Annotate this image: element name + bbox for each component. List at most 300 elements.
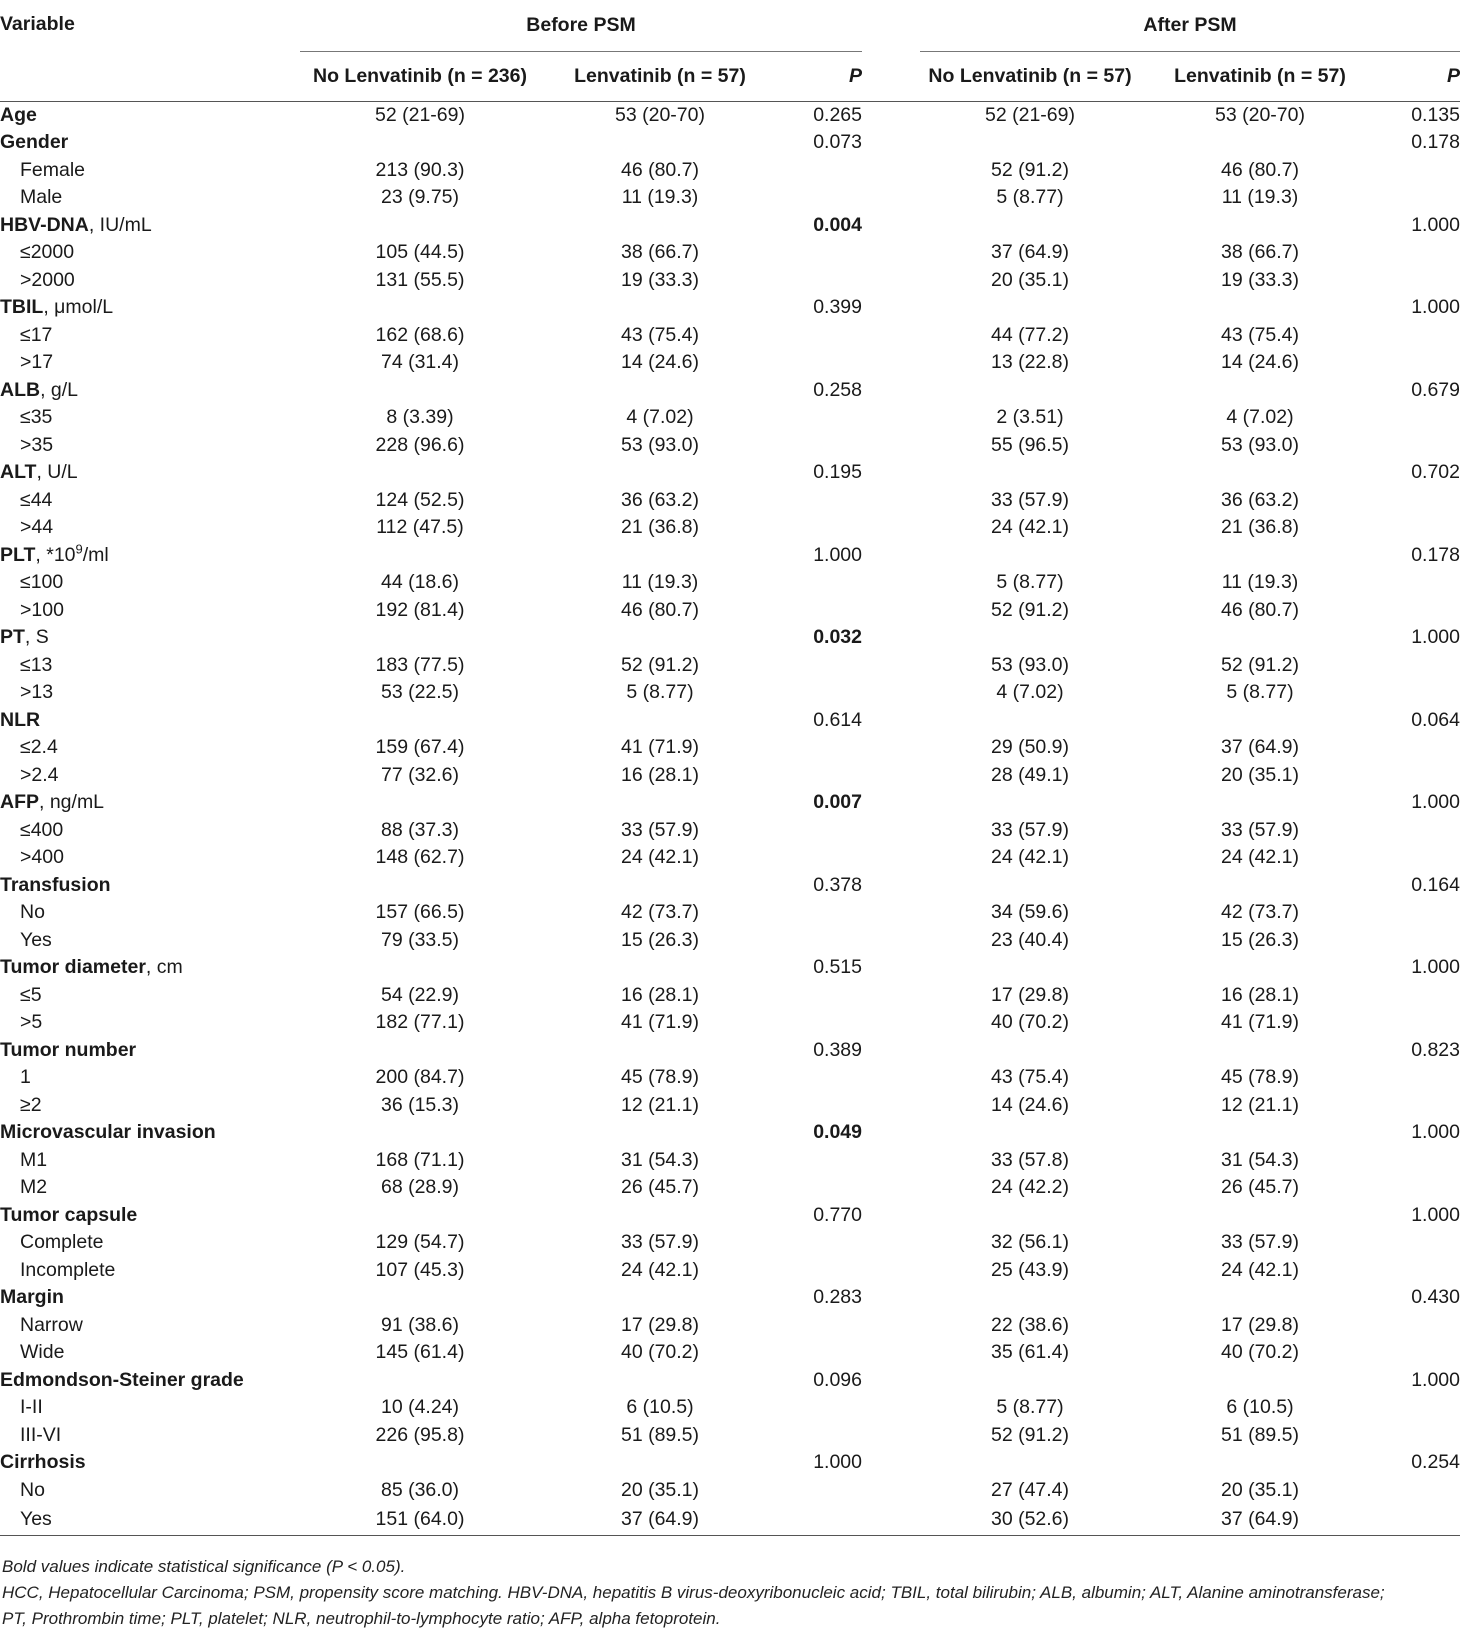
cell-p-after — [1380, 514, 1460, 542]
cell-lenvatinib-before: 37 (64.9) — [540, 1504, 780, 1535]
cell-lenvatinib-before — [540, 542, 780, 570]
col-no-lenvatinib-before: No Lenvatinib (n = 236) — [313, 64, 527, 87]
row-sublabel: ≤35 — [20, 406, 53, 428]
row-variable-label: ALB, g/L — [0, 378, 79, 401]
cell-p-before: 0.004 — [813, 213, 862, 236]
cell-no-lenvatinib-after: 27 (47.4) — [990, 1478, 1070, 1501]
cell-no-lenvatinib-after: 24 (42.1) — [990, 846, 1070, 868]
table-row — [0, 514, 1460, 542]
cell-p-after: 0.679 — [1411, 378, 1460, 401]
cell-p-before — [780, 404, 862, 432]
row-sublabel: Narrow — [20, 1313, 83, 1336]
cell-lenvatinib-before: 33 (57.9) — [620, 818, 700, 841]
row-sublabel: 1 — [20, 1066, 31, 1088]
cell-p-before: 1.000 — [813, 543, 862, 566]
cell-p-before — [780, 157, 862, 185]
cell-no-lenvatinib-after: 5 (8.77) — [996, 1396, 1064, 1418]
cell-no-lenvatinib-after — [920, 294, 1140, 322]
cell-lenvatinib-before: 11 (19.3) — [621, 571, 699, 593]
cell-p-before: 0.007 — [813, 791, 862, 813]
cell-p-after: 1.000 — [1411, 791, 1460, 813]
cell-p-after — [1380, 927, 1460, 955]
footnote-abbreviations-2: PT, Prothrombin time; PLT, platelet; NLR, neutrophil-to-lymphocyte ratio; AFP, alpha fetoprotein. — [2, 1609, 721, 1628]
cell-no-lenvatinib-after: 52 (91.2) — [990, 1423, 1070, 1446]
cell-lenvatinib-after — [1140, 707, 1380, 735]
cell-p-before — [780, 239, 862, 267]
cell-lenvatinib-before: 16 (28.1) — [620, 983, 700, 1006]
cell-lenvatinib-before — [540, 872, 780, 900]
row-sublabel: ≤100 — [20, 571, 64, 593]
cell-no-lenvatinib-before: 129 (54.7) — [375, 1231, 465, 1253]
cell-no-lenvatinib-before — [300, 1202, 540, 1230]
cell-no-lenvatinib-after: 30 (52.6) — [920, 1504, 1140, 1535]
cell-p-after — [1380, 1147, 1460, 1175]
cell-no-lenvatinib-before: 23 (9.75) — [380, 186, 460, 208]
cell-lenvatinib-after: 40 (70.2) — [1220, 1341, 1300, 1363]
cell-lenvatinib-before: 41 (71.9) — [620, 736, 700, 758]
row-sublabel: >35 — [20, 433, 54, 456]
cell-p-before — [780, 432, 862, 460]
cell-p-before — [780, 982, 862, 1010]
cell-lenvatinib-after — [1140, 129, 1380, 157]
cell-no-lenvatinib-after: 13 (22.8) — [990, 351, 1070, 373]
cell-no-lenvatinib-after: 40 (70.2) — [990, 1011, 1070, 1033]
table-row — [0, 1229, 1460, 1257]
cell-lenvatinib-before: 16 (28.1) — [620, 763, 700, 786]
cell-lenvatinib-after: 46 (80.7) — [1220, 598, 1300, 621]
cell-no-lenvatinib-before: 145 (61.4) — [375, 1341, 465, 1363]
table-row — [0, 789, 1460, 817]
cell-lenvatinib-before: 33 (57.9) — [620, 1231, 700, 1253]
cell-lenvatinib-after: 53 (93.0) — [1220, 433, 1300, 456]
cell-p-before — [780, 762, 862, 790]
cell-no-lenvatinib-before: 88 (37.3) — [380, 818, 460, 841]
table-row — [0, 129, 1460, 157]
row-sublabel: >5 — [20, 1011, 43, 1033]
cell-p-before — [780, 1092, 862, 1120]
cell-no-lenvatinib-after: 32 (56.1) — [990, 1231, 1070, 1253]
row-variable-label: Gender — [0, 131, 69, 153]
cell-no-lenvatinib-before: 162 (68.6) — [375, 323, 465, 346]
row-sublabel: Complete — [20, 1231, 104, 1253]
cell-no-lenvatinib-before: 168 (71.1) — [375, 1148, 465, 1171]
cell-no-lenvatinib-before: 183 (77.5) — [375, 653, 465, 676]
cell-p-before — [780, 597, 862, 625]
cell-p-after: 0.164 — [1411, 873, 1460, 896]
cell-p-after — [1380, 817, 1460, 845]
cell-p-before: 0.265 — [813, 103, 862, 126]
cell-no-lenvatinib-after: 2 (3.51) — [996, 406, 1064, 428]
row-sublabel: M1 — [20, 1148, 48, 1171]
cell-no-lenvatinib-before: 52 (21-69) — [375, 103, 465, 126]
cell-p-before — [780, 569, 862, 597]
cell-no-lenvatinib-after: 29 (50.9) — [990, 736, 1070, 758]
cell-p-after — [1380, 1174, 1460, 1202]
cell-no-lenvatinib-before — [300, 624, 540, 652]
cell-no-lenvatinib-after: 22 (38.6) — [990, 1313, 1070, 1336]
row-sublabel: Incomplete — [20, 1258, 116, 1281]
row-variable-label: Transfusion — [0, 873, 111, 896]
cell-no-lenvatinib-before — [300, 1119, 540, 1147]
cell-p-after: 1.000 — [1411, 1121, 1460, 1143]
cell-p-before — [780, 652, 862, 680]
cell-lenvatinib-before: 24 (42.1) — [620, 1258, 700, 1281]
row-sublabel: I-II — [20, 1396, 43, 1418]
cell-lenvatinib-before: 52 (91.2) — [620, 653, 700, 676]
footnote-significance: Bold values indicate statistical significance (P < 0.05). — [2, 1557, 406, 1576]
cell-lenvatinib-before: 14 (24.6) — [620, 351, 700, 373]
cell-no-lenvatinib-after: 33 (57.9) — [990, 818, 1070, 841]
cell-lenvatinib-after — [1140, 377, 1380, 405]
cell-lenvatinib-after: 14 (24.6) — [1220, 351, 1300, 373]
cell-lenvatinib-after — [1140, 624, 1380, 652]
cell-no-lenvatinib-after — [920, 1119, 1140, 1147]
table-row — [0, 349, 1460, 377]
row-sublabel: Wide — [20, 1341, 65, 1363]
cell-no-lenvatinib-after: 4 (7.02) — [996, 681, 1064, 703]
table-row — [0, 1394, 1460, 1422]
cell-p-before — [780, 267, 862, 295]
cell-p-after: 1.000 — [1411, 213, 1460, 236]
cell-p-after: 1.000 — [1411, 1368, 1460, 1391]
table-row — [0, 294, 1460, 322]
cell-lenvatinib-after: 33 (57.9) — [1220, 818, 1300, 841]
cell-no-lenvatinib-after — [920, 1284, 1140, 1312]
cell-p-after — [1380, 349, 1460, 377]
cell-lenvatinib-after: 36 (63.2) — [1220, 488, 1300, 511]
cell-p-before — [780, 349, 862, 377]
cell-p-before: 0.258 — [813, 378, 862, 401]
cell-lenvatinib-before — [540, 459, 780, 487]
cell-no-lenvatinib-before: 228 (96.6) — [375, 433, 465, 456]
cell-no-lenvatinib-before: 159 (67.4) — [375, 736, 465, 758]
cell-p-before — [780, 1064, 862, 1092]
table-row — [0, 1009, 1460, 1037]
table-row — [0, 487, 1460, 515]
cell-p-after: 0.430 — [1411, 1286, 1460, 1308]
row-sublabel: ≤44 — [20, 488, 53, 511]
cell-no-lenvatinib-before — [300, 294, 540, 322]
row-sublabel: >2000 — [20, 268, 75, 291]
cell-no-lenvatinib-before: 44 (18.6) — [380, 571, 460, 593]
cell-no-lenvatinib-before: 77 (32.6) — [380, 763, 460, 786]
cell-no-lenvatinib-before — [300, 789, 540, 817]
cell-no-lenvatinib-before: 105 (44.5) — [375, 241, 465, 263]
cell-no-lenvatinib-after — [920, 542, 1140, 570]
cell-lenvatinib-before — [540, 1367, 780, 1395]
cell-no-lenvatinib-after — [920, 624, 1140, 652]
cell-lenvatinib-before: 5 (8.77) — [626, 681, 694, 703]
row-variable-label: Edmondson-Steiner grade — [0, 1368, 244, 1391]
cell-lenvatinib-after: 26 (45.7) — [1220, 1176, 1300, 1198]
row-variable-label: PT, S — [0, 626, 49, 648]
cell-lenvatinib-after: 24 (42.1) — [1220, 846, 1300, 868]
table-row — [0, 1119, 1460, 1147]
table-row — [0, 1449, 1460, 1477]
table-row — [0, 404, 1460, 432]
table-row — [0, 1504, 1460, 1535]
cell-p-after — [1380, 1339, 1460, 1367]
cell-p-before: 1.000 — [813, 1451, 862, 1473]
cell-p-after — [1380, 679, 1460, 707]
cell-lenvatinib-before: 24 (42.1) — [620, 846, 700, 868]
header-after-psm: After PSM — [920, 0, 1460, 51]
cell-lenvatinib-after: 37 (64.9) — [1220, 736, 1300, 758]
row-variable-label: Cirrhosis — [0, 1451, 86, 1473]
cell-p-before — [780, 1477, 862, 1505]
cell-lenvatinib-before — [540, 129, 780, 157]
cell-lenvatinib-before: 46 (80.7) — [620, 598, 700, 621]
cell-p-after — [1380, 1257, 1460, 1285]
cell-no-lenvatinib-after — [920, 954, 1140, 982]
table-row — [0, 927, 1460, 955]
cell-p-after — [1380, 267, 1460, 295]
table-footnotes — [2, 1554, 1458, 1632]
cell-no-lenvatinib-after — [920, 1367, 1140, 1395]
cell-p-after — [1380, 487, 1460, 515]
cell-no-lenvatinib-after — [920, 377, 1140, 405]
cell-lenvatinib-after: 24 (42.1) — [1220, 1258, 1300, 1281]
cell-lenvatinib-before: 17 (29.8) — [620, 1313, 700, 1336]
cell-p-after — [1380, 762, 1460, 790]
cell-no-lenvatinib-after — [920, 212, 1140, 240]
cell-p-before: 0.399 — [813, 296, 862, 318]
cell-p-before — [780, 734, 862, 762]
cell-no-lenvatinib-before — [300, 954, 540, 982]
cell-no-lenvatinib-after: 52 (21-69) — [985, 103, 1075, 126]
cell-lenvatinib-after: 16 (28.1) — [1220, 983, 1300, 1006]
cell-no-lenvatinib-before: 192 (81.4) — [375, 598, 465, 621]
cell-p-after: 0.178 — [1411, 131, 1460, 153]
cell-p-after — [1380, 239, 1460, 267]
cell-p-after — [1380, 1422, 1460, 1450]
table-body — [0, 101, 1460, 1535]
cell-lenvatinib-before: 19 (33.3) — [620, 268, 700, 291]
cell-lenvatinib-after — [1140, 1119, 1380, 1147]
cell-p-after — [1380, 1504, 1460, 1535]
cell-p-before: 0.032 — [813, 626, 862, 648]
cell-lenvatinib-before: 36 (63.2) — [620, 488, 700, 511]
cell-p-after — [1380, 404, 1460, 432]
cell-lenvatinib-before: 21 (36.8) — [620, 516, 700, 538]
row-variable-label: Age — [0, 103, 37, 126]
cell-lenvatinib-before: 45 (78.9) — [620, 1066, 700, 1088]
table-row — [0, 707, 1460, 735]
cell-no-lenvatinib-after: 25 (43.9) — [990, 1258, 1070, 1281]
cell-p-after: 0.064 — [1411, 708, 1460, 731]
table-row — [0, 1339, 1460, 1367]
cell-lenvatinib-before: 12 (21.1) — [620, 1093, 700, 1116]
row-variable-label: Tumor diameter, cm — [0, 956, 183, 978]
cell-p-before — [780, 844, 862, 872]
cell-p-after — [1380, 322, 1460, 350]
row-sublabel: >17 — [20, 351, 54, 373]
cell-lenvatinib-before — [540, 377, 780, 405]
cell-no-lenvatinib-before — [300, 707, 540, 735]
table-row — [0, 212, 1460, 240]
cell-p-after — [1380, 1477, 1460, 1505]
cell-lenvatinib-after: 20 (35.1) — [1220, 1478, 1300, 1501]
cell-no-lenvatinib-before: 182 (77.1) — [375, 1011, 465, 1033]
cell-no-lenvatinib-after: 33 (57.8) — [990, 1148, 1070, 1171]
table-row — [0, 899, 1460, 927]
cell-no-lenvatinib-before — [300, 459, 540, 487]
row-sublabel: ≤17 — [20, 323, 53, 346]
table-row — [0, 1147, 1460, 1175]
cell-no-lenvatinib-before: 54 (22.9) — [380, 983, 460, 1006]
cell-no-lenvatinib-after — [920, 707, 1140, 735]
cell-p-before — [780, 1394, 862, 1422]
cell-no-lenvatinib-after: 28 (49.1) — [990, 763, 1070, 786]
cell-lenvatinib-before — [540, 1119, 780, 1147]
cell-no-lenvatinib-after: 5 (8.77) — [996, 186, 1064, 208]
cell-p-before: 0.096 — [813, 1368, 862, 1391]
cell-no-lenvatinib-before — [300, 212, 540, 240]
cell-lenvatinib-before: 43 (75.4) — [620, 323, 700, 346]
cell-no-lenvatinib-before — [300, 1037, 540, 1065]
row-sublabel: No — [20, 901, 45, 923]
cell-lenvatinib-after: 53 (20-70) — [1215, 103, 1305, 126]
table-row — [0, 1477, 1460, 1505]
cell-lenvatinib-before — [540, 1037, 780, 1065]
table-row — [0, 597, 1460, 625]
cell-lenvatinib-after: 33 (57.9) — [1220, 1231, 1300, 1253]
cell-lenvatinib-after — [1140, 294, 1380, 322]
cell-no-lenvatinib-after — [920, 789, 1140, 817]
col-p-before: P — [848, 64, 862, 87]
table-row — [0, 432, 1460, 460]
cell-p-after — [1380, 1312, 1460, 1340]
cell-no-lenvatinib-before — [300, 1367, 540, 1395]
cell-no-lenvatinib-after: 53 (93.0) — [990, 653, 1070, 676]
cell-p-before: 0.389 — [813, 1038, 862, 1061]
cell-lenvatinib-after — [1140, 1367, 1380, 1395]
header-before-psm: Before PSM — [300, 0, 862, 51]
cell-lenvatinib-after: 43 (75.4) — [1220, 323, 1300, 346]
cell-p-before — [780, 1147, 862, 1175]
table-row — [0, 157, 1460, 185]
cell-lenvatinib-before: 42 (73.7) — [620, 901, 700, 923]
cell-no-lenvatinib-before — [300, 872, 540, 900]
cell-no-lenvatinib-after: 5 (8.77) — [996, 571, 1064, 593]
cell-p-before — [780, 487, 862, 515]
cell-no-lenvatinib-before: 79 (33.5) — [380, 928, 460, 951]
cell-p-before: 0.770 — [813, 1203, 862, 1226]
row-sublabel: Yes — [0, 1504, 300, 1535]
table-row — [0, 817, 1460, 845]
cell-no-lenvatinib-before: 148 (62.7) — [375, 846, 465, 868]
cell-p-after — [1380, 1009, 1460, 1037]
cell-lenvatinib-after: 41 (71.9) — [1220, 1011, 1300, 1033]
cell-lenvatinib-after: 19 (33.3) — [1220, 268, 1300, 291]
cell-p-before — [780, 1339, 862, 1367]
cell-no-lenvatinib-before: 36 (15.3) — [380, 1093, 460, 1116]
cell-no-lenvatinib-before: 10 (4.24) — [380, 1396, 460, 1418]
cell-lenvatinib-after: 51 (89.5) — [1220, 1423, 1300, 1446]
cell-lenvatinib-before — [540, 789, 780, 817]
cell-lenvatinib-after: 46 (80.7) — [1220, 158, 1300, 181]
row-sublabel: >2.4 — [20, 763, 59, 786]
row-sublabel: No — [20, 1478, 45, 1501]
cell-p-before — [780, 1422, 862, 1450]
col-lenvatinib-before: Lenvatinib (n = 57) — [574, 64, 746, 87]
cell-no-lenvatinib-before: 151 (64.0) — [300, 1504, 540, 1535]
row-sublabel: >400 — [20, 846, 64, 868]
cell-no-lenvatinib-after: 20 (35.1) — [990, 268, 1070, 291]
table-row — [0, 569, 1460, 597]
cell-p-after — [1380, 1394, 1460, 1422]
cell-lenvatinib-after: 21 (36.8) — [1220, 516, 1300, 538]
cell-no-lenvatinib-after — [920, 1449, 1140, 1477]
row-sublabel: ≥2 — [20, 1093, 42, 1116]
cell-p-before: 0.049 — [813, 1121, 862, 1143]
cell-lenvatinib-before — [540, 1202, 780, 1230]
cell-lenvatinib-before — [540, 707, 780, 735]
col-lenvatinib-after: Lenvatinib (n = 57) — [1174, 64, 1346, 87]
cell-p-after: 0.178 — [1411, 543, 1460, 566]
cell-p-after — [1380, 734, 1460, 762]
table-row — [0, 1064, 1460, 1092]
cell-no-lenvatinib-before — [300, 377, 540, 405]
cell-lenvatinib-before: 38 (66.7) — [620, 241, 700, 263]
cell-lenvatinib-before — [540, 954, 780, 982]
cell-no-lenvatinib-after — [920, 1202, 1140, 1230]
cell-lenvatinib-before — [540, 1284, 780, 1312]
cell-no-lenvatinib-before — [300, 1449, 540, 1477]
cell-no-lenvatinib-before: 8 (3.39) — [386, 406, 454, 428]
cell-lenvatinib-before — [540, 624, 780, 652]
cell-p-after: 1.000 — [1411, 626, 1460, 648]
row-variable-label: Microvascular invasion — [0, 1121, 216, 1143]
table-row — [0, 184, 1460, 212]
table-row — [0, 1422, 1460, 1450]
cell-no-lenvatinib-after: 24 (42.2) — [990, 1176, 1070, 1198]
cell-p-after — [1380, 1064, 1460, 1092]
cell-lenvatinib-before: 31 (54.3) — [620, 1148, 700, 1171]
cell-p-after — [1380, 844, 1460, 872]
table-row — [0, 734, 1460, 762]
cell-lenvatinib-before: 53 (93.0) — [620, 433, 700, 456]
cell-no-lenvatinib-before: 112 (47.5) — [376, 516, 464, 538]
table-row — [0, 459, 1460, 487]
cell-lenvatinib-before: 26 (45.7) — [620, 1176, 700, 1198]
cell-no-lenvatinib-after: 34 (59.6) — [990, 901, 1070, 923]
cell-lenvatinib-after — [1140, 1037, 1380, 1065]
table-row — [0, 1284, 1460, 1312]
table-row — [0, 239, 1460, 267]
cell-no-lenvatinib-before: 226 (95.8) — [375, 1423, 465, 1446]
cell-no-lenvatinib-before: 74 (31.4) — [380, 351, 460, 373]
cell-lenvatinib-before: 40 (70.2) — [620, 1341, 700, 1363]
cell-no-lenvatinib-before — [300, 542, 540, 570]
cell-p-before — [780, 927, 862, 955]
row-sublabel: ≤400 — [20, 818, 64, 841]
cell-no-lenvatinib-after: 17 (29.8) — [990, 983, 1070, 1006]
cell-no-lenvatinib-after — [920, 872, 1140, 900]
row-sublabel: Yes — [20, 928, 52, 951]
cell-lenvatinib-after: 52 (91.2) — [1220, 653, 1300, 676]
table-row — [0, 872, 1460, 900]
cell-p-before — [780, 1257, 862, 1285]
col-p-after: P — [1446, 64, 1460, 87]
row-sublabel: ≤2.4 — [20, 736, 58, 758]
cell-no-lenvatinib-after: 24 (42.1) — [990, 516, 1070, 538]
row-sublabel: Male — [20, 186, 63, 208]
table-row — [0, 542, 1460, 570]
cell-lenvatinib-before: 46 (80.7) — [620, 158, 700, 181]
row-sublabel: >100 — [20, 598, 64, 621]
table-row — [0, 1202, 1460, 1230]
